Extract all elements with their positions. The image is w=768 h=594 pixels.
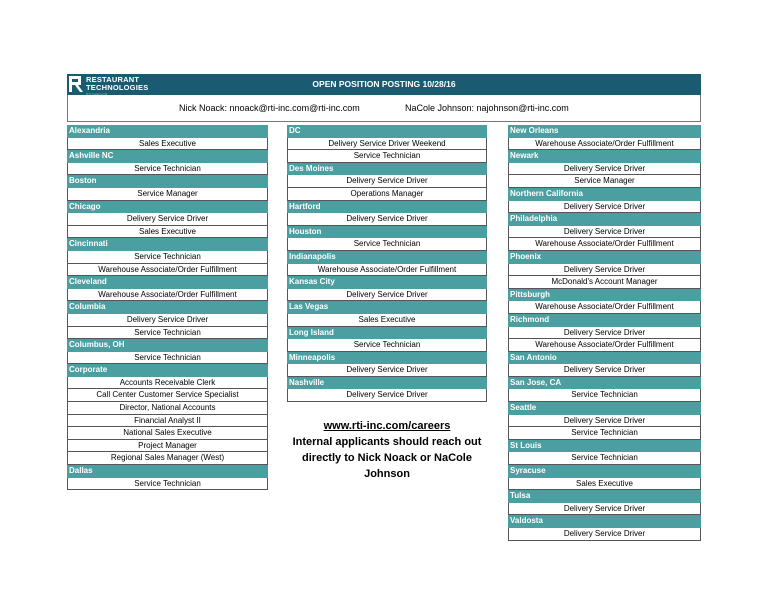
location-header: Boston [67, 175, 268, 188]
position-row: Delivery Service Driver [287, 175, 487, 188]
location-header: Richmond [508, 314, 701, 327]
position-row: Service Technician [67, 163, 268, 176]
position-row: Warehouse Associate/Order Fulfillment [67, 289, 268, 302]
posting-title: OPEN POSITION POSTING 10/28/16 [312, 79, 456, 89]
position-row: Sales Executive [67, 226, 268, 239]
position-row: Delivery Service Driver [508, 364, 701, 377]
position-row: Director, National Accounts [67, 402, 268, 415]
position-row: Delivery Service Driver [508, 163, 701, 176]
position-row: Service Technician [508, 427, 701, 440]
location-header: Seattle [508, 402, 701, 415]
position-row: Warehouse Associate/Order Fulfillment [508, 301, 701, 314]
position-row: Project Manager [67, 440, 268, 453]
location-header: Philadelphia [508, 213, 701, 226]
position-row: Sales Executive [287, 314, 487, 327]
contact-nick-noack: Nick Noack: nnoack@rti-inc.com@rti-inc.com [179, 103, 360, 113]
position-row: Delivery Service Driver [508, 415, 701, 428]
position-row: Service Technician [67, 327, 268, 340]
position-row: Service Technician [508, 452, 701, 465]
position-row: Sales Executive [508, 478, 701, 491]
position-row: Delivery Service Driver [508, 226, 701, 239]
position-row: Delivery Service Driver [508, 201, 701, 214]
location-header: Hartford [287, 201, 487, 214]
position-row: Delivery Service Driver Weekend [287, 138, 487, 151]
careers-footer [287, 418, 487, 482]
location-header: DC [287, 125, 487, 138]
location-header: Las Vegas [287, 301, 487, 314]
location-header: St Louis [508, 440, 701, 453]
position-row: McDonald's Account Manager [508, 276, 701, 289]
position-row: Delivery Service Driver [508, 528, 701, 541]
position-row: Warehouse Associate/Order Fulfillment [508, 238, 701, 251]
position-row: Warehouse Associate/Order Fulfillment [287, 264, 487, 277]
posting-header [67, 74, 701, 95]
location-header: Newark [508, 150, 701, 163]
position-row: Warehouse Associate/Order Fulfillment [508, 138, 701, 151]
position-row: Regional Sales Manager (West) [67, 452, 268, 465]
positions-column-2 [287, 125, 487, 402]
position-row: Delivery Service Driver [287, 389, 487, 402]
location-header: Kansas City [287, 276, 487, 289]
logo-tagline: RTI Cooking Oil [86, 92, 108, 96]
position-row: Service Technician [287, 339, 487, 352]
location-header: San Antonio [508, 352, 701, 365]
position-row: Delivery Service Driver [508, 503, 701, 516]
location-header: Alexandria [67, 125, 268, 138]
location-header: Valdosta [508, 515, 701, 528]
location-header: Pittsburgh [508, 289, 701, 302]
location-header: Chicago [67, 201, 268, 214]
position-row: Delivery Service Driver [287, 213, 487, 226]
position-row: Delivery Service Driver [287, 364, 487, 377]
location-header: Tulsa [508, 490, 701, 503]
location-header: Minneapolis [287, 352, 487, 365]
footer-line-2: directly to Nick Noack or NaCole [302, 452, 472, 464]
location-header: Houston [287, 226, 487, 239]
logo-line1: RESTAURANT [86, 75, 140, 84]
location-header: San Jose, CA [508, 377, 701, 390]
location-header: Ashville NC [67, 150, 268, 163]
position-row: Service Technician [508, 389, 701, 402]
footer-line-1: Internal applicants should reach out [292, 436, 482, 448]
position-row: Delivery Service Driver [508, 264, 701, 277]
careers-link[interactable]: www.rti-inc.com/careers [323, 420, 451, 432]
position-row: Call Center Customer Service Specialist [67, 389, 268, 402]
position-row: Delivery Service Driver [508, 327, 701, 340]
position-row: Service Technician [287, 238, 487, 251]
location-header: Nashville [287, 377, 487, 390]
position-row: Service Technician [67, 251, 268, 264]
location-header: Northern California [508, 188, 701, 201]
position-row: Delivery Service Driver [67, 213, 268, 226]
position-row: Sales Executive [67, 138, 268, 151]
contact-nacole-johnson: NaCole Johnson: najohnson@rti-inc.com [405, 103, 569, 113]
location-header: Corporate [67, 364, 268, 377]
position-row: Service Technician [67, 352, 268, 365]
position-row: Delivery Service Driver [287, 289, 487, 302]
position-row: Service Technician [67, 478, 268, 491]
location-header: Long Island [287, 327, 487, 340]
contacts-bar [67, 95, 701, 122]
logo-line2: TECHNOLOGIES [86, 83, 149, 92]
location-header: Columbus, OH [67, 339, 268, 352]
position-row: Accounts Receivable Clerk [67, 377, 268, 390]
location-header: New Orleans [508, 125, 701, 138]
location-header: Cincinnati [67, 238, 268, 251]
position-row: Delivery Service Driver [67, 314, 268, 327]
location-header: Cleveland [67, 276, 268, 289]
position-row: Service Manager [67, 188, 268, 201]
position-row: Warehouse Associate/Order Fulfillment [508, 339, 701, 352]
positions-column-3 [508, 125, 701, 541]
position-row: National Sales Executive [67, 427, 268, 440]
position-row: Service Manager [508, 175, 701, 188]
position-row: Operations Manager [287, 188, 487, 201]
location-header: Columbia [67, 301, 268, 314]
location-header: Indianapolis [287, 251, 487, 264]
location-header: Phoenix [508, 251, 701, 264]
position-row: Financial Analyst II [67, 415, 268, 428]
location-header: Syracuse [508, 465, 701, 478]
footer-line-3: Johnson [364, 468, 410, 480]
location-header: Des Moines [287, 163, 487, 176]
location-header: Dallas [67, 465, 268, 478]
positions-column-1 [67, 125, 268, 490]
position-row: Warehouse Associate/Order Fulfillment [67, 264, 268, 277]
position-row: Service Technician [287, 150, 487, 163]
